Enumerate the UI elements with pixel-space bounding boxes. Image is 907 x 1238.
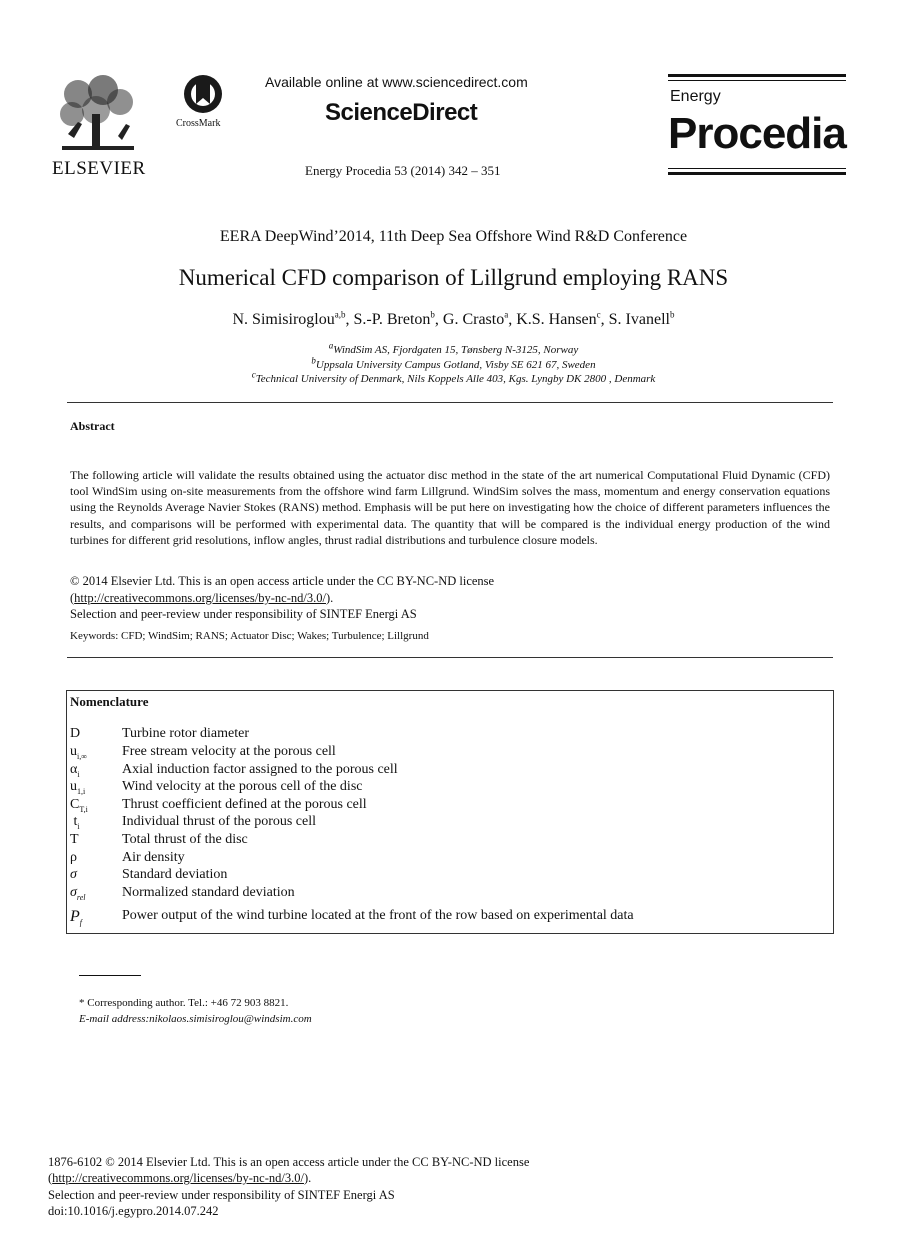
author-list xyxy=(0,311,907,329)
crossmark-label: CrossMark xyxy=(176,118,221,129)
nomenclature-entry xyxy=(70,850,830,868)
divider-bottom xyxy=(67,657,833,658)
definition: Turbine rotor diameter xyxy=(122,726,250,741)
symbol: $t_i$ xyxy=(70,814,80,831)
symbol: $\sigma_{rel}$ xyxy=(70,885,86,902)
license-line: (http://creativecommons.org/licenses/by-nc-nd/3.0/). xyxy=(70,591,334,605)
author: G. Crasto$^a$, xyxy=(442,309,517,328)
definition: Normalized standard deviation xyxy=(122,885,295,900)
email-address: E-mail address:nikolaos.simisiroglou@windsim.com xyxy=(79,1013,312,1025)
sciencedirect-logo: ScienceDirect xyxy=(325,99,478,126)
nomenclature-entry xyxy=(70,762,830,780)
affiliation: $^b$Uppsala University Campus Gotland, Visby SE 621 67, Sweden xyxy=(311,354,596,371)
footer-license-link[interactable]: http://creativecommons.org/licenses/by-nc-nd/3.0/ xyxy=(52,1171,304,1185)
divider-top xyxy=(67,402,833,403)
abstract-heading: Abstract xyxy=(70,419,115,433)
symbol: $u_{1,i}$ xyxy=(70,779,86,796)
procedia-rule-top2 xyxy=(668,80,846,81)
procedia-wordmark: Procedia xyxy=(668,109,846,158)
nomenclature-heading: Nomenclature xyxy=(70,694,149,709)
symbol: ρ xyxy=(70,850,77,865)
affiliations xyxy=(0,340,907,387)
peer-review-line: Selection and peer-review under responsibility of SINTEF Energi AS xyxy=(70,607,417,621)
footer-doi: doi:10.1016/j.egypro.2014.07.242 xyxy=(48,1204,219,1218)
nomenclature-entry xyxy=(70,832,830,850)
conference-name: EERA DeepWind’2014, 11th Deep Sea Offshore Wind R&D Conference xyxy=(219,228,688,245)
license-link[interactable]: http://creativecommons.org/licenses/by-nc-nd/3.0/ xyxy=(74,591,326,605)
symbol: $P_f$ xyxy=(70,908,83,928)
definition: Power output of the wind turbine located at the front of the row based on experimental data xyxy=(122,908,634,923)
symbol: $\alpha_i$ xyxy=(70,762,80,779)
symbol: D xyxy=(70,726,81,741)
crossmark-icon xyxy=(178,74,228,114)
elsevier-tree-icon xyxy=(48,74,148,156)
definition: Standard deviation xyxy=(122,867,228,882)
procedia-rule-bottom xyxy=(668,168,846,169)
corresponding-author: * Corresponding author. Tel.: +46 72 903 8821. xyxy=(79,997,289,1009)
symbol: $C_{T,i}$ xyxy=(70,797,88,814)
nomenclature-entry xyxy=(70,744,830,762)
procedia-energy-label: Energy xyxy=(670,88,721,105)
affiliation: $^a$WindSim AS, Fjordgaten 15, Tønsberg N-3125, Norway xyxy=(328,340,579,356)
nomenclature-entry xyxy=(70,885,830,903)
procedia-rule-bottom2 xyxy=(668,172,846,175)
nomenclature-entry xyxy=(70,867,830,885)
elsevier-wordmark: ELSEVIER xyxy=(52,158,146,179)
author: S.-P. Breton$^b$, xyxy=(353,309,443,328)
definition: Individual thrust of the porous cell xyxy=(122,814,317,829)
symbol: $u_{i,\infty}$ xyxy=(70,744,87,761)
symbol: σ xyxy=(70,867,77,882)
nomenclature-entry xyxy=(70,726,830,744)
definition: Axial induction factor assigned to the porous cell xyxy=(122,762,398,777)
energy-procedia-logo xyxy=(668,74,848,178)
definition: Thrust coefficient defined at the porous cell xyxy=(122,797,367,812)
definition: Air density xyxy=(122,850,185,865)
symbol: T xyxy=(70,832,79,847)
footer-license-line: (http://creativecommons.org/licenses/by-nc-nd/3.0/). xyxy=(48,1171,312,1185)
nomenclature-entry xyxy=(70,797,830,815)
abstract-text: The following article will validate the results obtained using the actuator disc method in the state of the art numerical Computational Fluid Dynamic (CFD) tool WindSim using on-site measurements from the offshore wind farm Lillgrund. WindSim solves the mass, momentum and energy conservation equations using the Reynolds Average Navier Stokes (RANS) method. Emphasis will be put here on investigating how the choice of different parameters influences the results, and comparisons will be performed with experimental data. The quantity that will be compared is the individual energy production of the wind turbines for different grid resolutions, inflow angles, thrust radial distributions and turbulence closure models. xyxy=(70,468,830,547)
nomenclature-entry xyxy=(70,814,830,832)
author: S. Ivanell$^b$ xyxy=(608,309,675,328)
definition: Wind velocity at the porous cell of the disc xyxy=(122,779,363,794)
nomenclature-entry xyxy=(70,779,830,797)
keywords: Keywords: CFD; WindSim; RANS; Actuator Disc; Wakes; Turbulence; Lillgrund xyxy=(70,630,429,642)
footer-issn-line: 1876-6102 © 2014 Elsevier Ltd. This is an open access article under the CC BY-NC-ND license xyxy=(48,1155,530,1169)
available-online: Available online at www.sciencedirect.com xyxy=(265,74,528,90)
footnote-rule xyxy=(79,975,141,976)
procedia-rule-top xyxy=(668,74,846,77)
nomenclature-entry xyxy=(70,908,830,926)
footer-peer-review: Selection and peer-review under responsibility of SINTEF Energi AS xyxy=(48,1188,395,1202)
crossmark-logo[interactable] xyxy=(172,74,234,134)
affiliation: $^c$Technical University of Denmark, Nils Koppels Alle 403, Kgs. Lyngby DK 2800 , Denmark xyxy=(251,369,656,385)
author: K.S. Hansen$^c$, xyxy=(516,309,609,328)
copyright-line: © 2014 Elsevier Ltd. This is an open access article under the CC BY-NC-ND license xyxy=(70,574,495,588)
journal-reference: Energy Procedia 53 (2014) 342 – 351 xyxy=(305,163,501,178)
definition: Total thrust of the disc xyxy=(122,832,248,847)
definition: Free stream velocity at the porous cell xyxy=(122,744,336,759)
paper-title: Numerical CFD comparison of Lillgrund employing RANS xyxy=(178,265,729,290)
elsevier-logo xyxy=(48,74,148,179)
author: N. Simisiroglou$^{a,b}$, xyxy=(232,309,354,328)
